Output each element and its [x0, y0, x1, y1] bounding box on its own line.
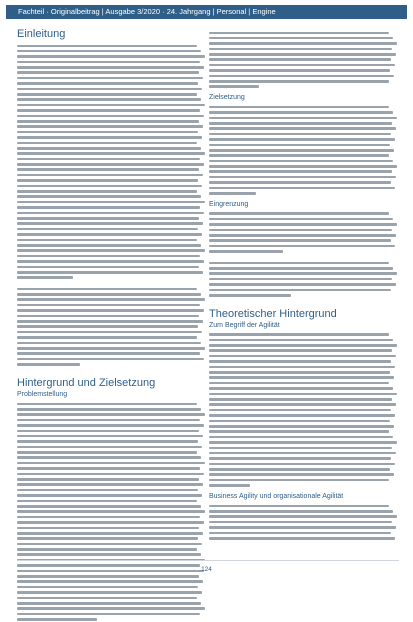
text-line: [17, 362, 207, 367]
paragraph-lines: [209, 503, 399, 541]
text-line: [209, 84, 399, 89]
heading-eingrenzung: Eingrenzung: [209, 200, 249, 208]
paragraph-lines: [209, 104, 399, 196]
heading-zielsetzung: Zielsetzung: [209, 94, 245, 102]
paragraph-lines: [209, 332, 399, 488]
page-header-bar: [6, 5, 407, 19]
heading-einleitung: Einleitung: [17, 28, 66, 40]
footer-rule: [17, 560, 399, 561]
paragraph-lines: [17, 43, 207, 280]
text-line: [209, 483, 399, 488]
text-line: [209, 191, 399, 196]
text-line: [209, 292, 399, 297]
heading-business-agility: Business Agility und organisationale Agilität: [209, 493, 344, 501]
page-number: 124: [201, 566, 212, 573]
text-line: [209, 535, 399, 540]
paragraph-lines: [209, 260, 399, 298]
text-line: [17, 275, 207, 280]
left-column: [17, 28, 207, 548]
text-line: [17, 617, 207, 622]
paragraph-lines: [17, 286, 207, 367]
heading-hintergrund-zielsetzung: Hintergrund und Zielsetzung: [17, 377, 156, 390]
paragraph-lines: [17, 401, 207, 622]
paragraph-lines: [209, 30, 399, 89]
text-line: [209, 249, 399, 254]
running-header: Fachteil · Originalbeitrag | Ausgabe 3/2020 · 24. Jahrgang | Personal | Engine: [18, 7, 276, 16]
paragraph-lines: [209, 211, 399, 254]
heading-problemstellung: Problemstellung: [17, 391, 68, 399]
heading-zum-begriff: Zum Begriff der Agilität: [209, 321, 280, 329]
heading-theoretischer-hintergrund: Theoretischer Hintergrund: [209, 307, 337, 320]
right-column: [209, 28, 399, 548]
